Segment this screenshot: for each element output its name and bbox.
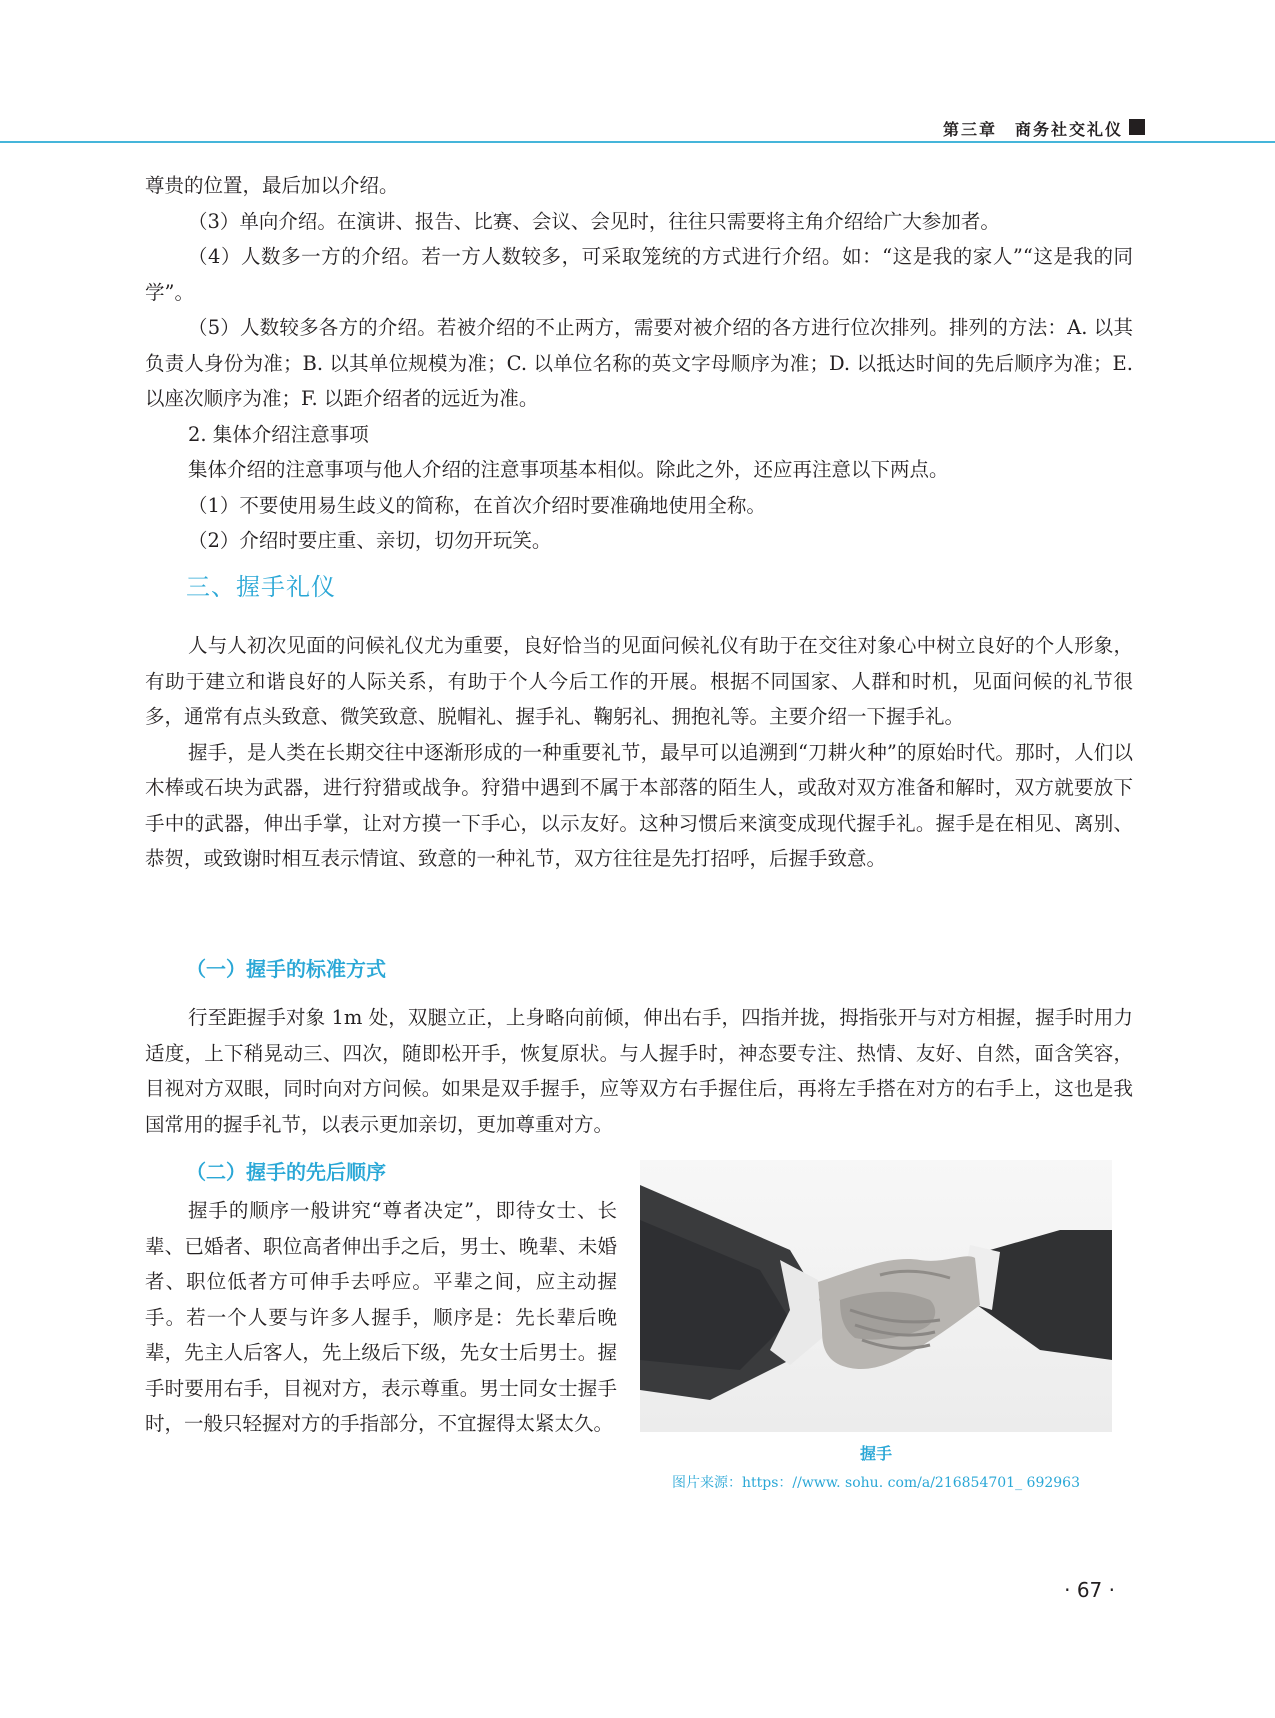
paragraph: 握手，是人类在长期交往中逐渐形成的一种重要礼节，最早可以追溯到“刀耕火种”的原始时代。那时，人们以木棒或石块为武器，进行狩猎或战争。狩猎中遇到不属于本部落的陌生人，或敌对双方准备和解时，双方就要放下手中的武器，伸出手掌，让对方摸一下手心，以示友好。这种习惯后来演变成现代握手礼。握手是在相见、离别、恭贺，或致谢时相互表示情谊、致意的一种礼节，双方往往是先打招呼，后握手致意。 <box>145 740 1133 870</box>
paragraph: 集体介绍的注意事项与他人介绍的注意事项基本相似。除此之外，还应再注意以下两点。 <box>188 458 949 481</box>
page-header-title: 第三章 商务社交礼仪 <box>942 119 1123 139</box>
paragraph: （5）人数较多各方的介绍。若被介绍的不止两方，需要对被介绍的各方进行位次排列。排列的方法：A. 以其负责人身份为准；B. 以其单位规模为准；C. 以单位名称的英文字母顺序为准；D. 以抵达时间的先后顺序为准；E. 以座次顺序为准；F. 以距介绍者的远近为准。 <box>145 316 1133 410</box>
figure-caption: 握手 <box>859 1444 892 1463</box>
paragraph: （1）不要使用易生歧义的简称，在首次介绍时要准确地使用全称。 <box>188 493 766 517</box>
handshake-illustration <box>640 1160 1112 1432</box>
handshake-photo <box>640 1160 1112 1432</box>
subsection-label: 2. 集体介绍注意事项 <box>188 422 369 446</box>
page-number: · 67 · <box>1064 1578 1115 1602</box>
paragraph: 尊贵的位置，最后加以介绍。 <box>145 174 399 197</box>
paragraph: （2）介绍时要庄重、亲切，切勿开玩笑。 <box>188 529 552 552</box>
paragraph: 人与人初次见面的问候礼仪尤为重要，良好恰当的见面问候礼仪有助于在交往对象心中树立良好的个人形象，有助于建立和谐良好的人际关系，有助于个人今后工作的开展。根据不同国家、人群和时机，见面问候的礼节很多，通常有点头致意、微笑致意、脱帽礼、握手礼、鞠躬礼、拥抱礼等。主要介绍一下握手礼。 <box>145 634 1133 728</box>
subsection-heading-2: （二）握手的先后顺序 <box>186 1160 386 1184</box>
subsection-heading-1: （一）握手的标准方式 <box>186 957 386 981</box>
paragraph: 行至距握手对象 1m 处，双腿立正，上身略向前倾，伸出右手，四指并拢，拇指张开与对方相握，握手时用力适度，上下稍晃动三、四次，随即松开手，恢复原状。与人握手时，神态要专注、热情、友好、自然，面含笑容，目视对方双眼，同时向对方问候。如果是双手握手，应等双方右手握住后，再将左手搭在对方的右手上，这也是我国常用的握手礼节，以表示更加亲切，更加尊重对方。 <box>145 1006 1133 1136</box>
paragraph: （3）单向介绍。在演讲、报告、比赛、会议、会见时，往往只需要将主角介绍给广大参加者。 <box>188 209 1000 233</box>
intro-block <box>145 168 1133 559</box>
sub1-body <box>145 1000 1133 1142</box>
header-square-mark <box>1129 119 1145 135</box>
paragraph: （4）人数多一方的介绍。若一方人数较多，可采取笼统的方式进行介绍。如：“这是我的家人”“这是我的同学”。 <box>145 245 1133 304</box>
section3-body <box>145 628 1133 877</box>
paragraph: 握手的顺序一般讲究“尊者决定”，即待女士、长辈、已婚者、职位高者伸出手之后，男士、晚辈、未婚者、职位低者方可伸手去呼应。平辈之间，应主动握手。若一个人要与许多人握手，顺序是：先长辈后晚辈，先主人后客人，先上级后下级，先女士后男士。握手时要用右手，目视对方，表示尊重。男士同女士握手时，一般只轻握对方的手指部分，不宜握得太紧太久。 <box>145 1199 617 1435</box>
header-rule <box>0 141 1275 143</box>
sub2-body <box>145 1193 617 1442</box>
section-heading: 三、握手礼仪 <box>186 573 336 601</box>
figure-source: 图片来源：https：//www. sohu. com/a/216854701_ 692963 <box>672 1475 1080 1491</box>
